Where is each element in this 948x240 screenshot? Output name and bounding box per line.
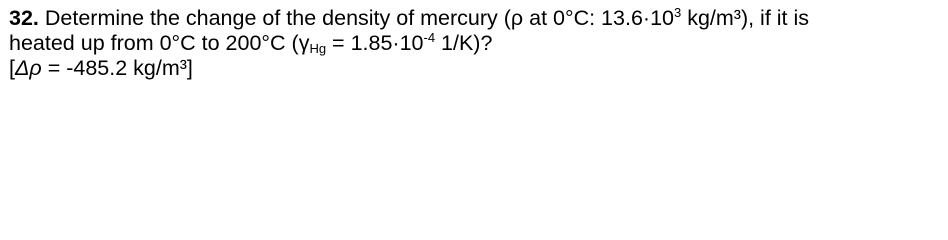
- problem-text: [9, 6, 809, 81]
- gamma-symbol: γ: [298, 31, 310, 55]
- problem-line-1: [9, 6, 809, 31]
- problem-statement-part-5: 1/K)?: [435, 31, 493, 55]
- answer-line: [9, 56, 809, 81]
- problem-statement-part-1: Determine the change of the density of mercury (ρ at 0°C: 13.6·10: [38, 6, 674, 30]
- problem-statement-part-4: = 1.85·10: [326, 31, 424, 55]
- problem-statement-part-2: kg/m³), if it is: [681, 6, 810, 30]
- answer-value: = -485.2 kg/m³]: [41, 56, 193, 80]
- answer-open-bracket: [: [9, 56, 15, 80]
- density-exponent: 3: [673, 5, 682, 20]
- expansion-exponent: -4: [423, 30, 436, 45]
- problem-line-2: [9, 31, 809, 56]
- gamma-subscript: Hg: [309, 41, 327, 56]
- problem-number: 32.: [9, 6, 39, 30]
- problem-statement-part-3: heated up from 0°C to 200°C (: [9, 31, 299, 55]
- delta-rho-symbol: Δρ: [14, 56, 42, 80]
